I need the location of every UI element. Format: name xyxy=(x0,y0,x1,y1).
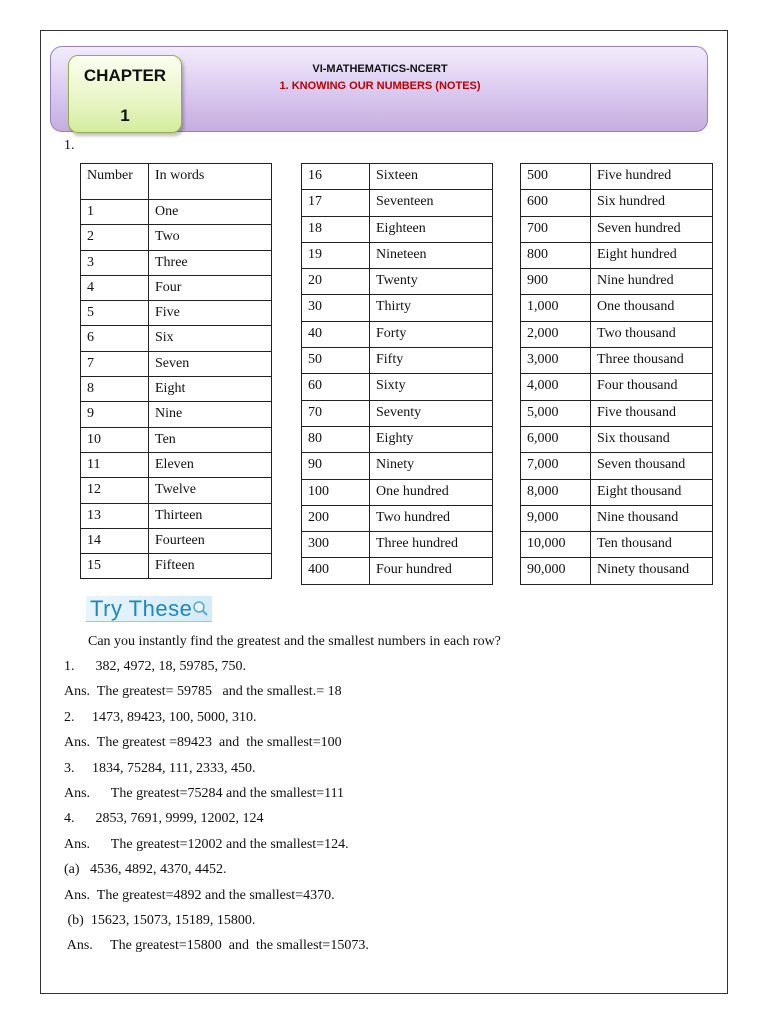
table-row xyxy=(302,321,493,347)
words-cell: Fifteen xyxy=(149,554,272,579)
words-cell: Eight xyxy=(149,377,272,402)
words-cell: Eight hundred xyxy=(591,242,713,268)
words-cell: Seventeen xyxy=(370,190,493,216)
magnifier-icon xyxy=(192,600,210,623)
table-row xyxy=(81,225,272,250)
words-cell: Twenty xyxy=(370,269,493,295)
exercise-answer: Ans. The greatest=12002 and the smallest=124. xyxy=(64,836,349,852)
table-row xyxy=(302,374,493,400)
table-row xyxy=(521,479,713,505)
table-row xyxy=(302,479,493,505)
table-row xyxy=(521,242,713,268)
table-row xyxy=(81,275,272,300)
number-cell: 200 xyxy=(302,505,370,531)
number-cell: 600 xyxy=(521,190,591,216)
words-cell: One hundred xyxy=(370,479,493,505)
exercise-row: 3. 1834, 75284, 111, 2333, 450. xyxy=(64,760,256,776)
table-row xyxy=(521,505,713,531)
table-row xyxy=(302,216,493,242)
words-cell: Sixty xyxy=(370,374,493,400)
exercise-answer: Ans. The greatest=15800 and the smallest=15073. xyxy=(64,938,369,954)
words-cell: Nine thousand xyxy=(591,505,713,531)
table-row xyxy=(302,242,493,268)
words-cell: Two hundred xyxy=(370,505,493,531)
words-cell: Four thousand xyxy=(591,374,713,400)
words-cell: Thirteen xyxy=(149,503,272,528)
number-table-3 xyxy=(520,163,713,585)
number-cell: 17 xyxy=(302,190,370,216)
number-cell: 11 xyxy=(81,452,149,477)
exercise-question: Can you instantly find the greatest and the smallest numbers in each row? xyxy=(88,634,501,649)
table-row xyxy=(302,453,493,479)
table-row xyxy=(302,505,493,531)
table-row xyxy=(81,326,272,351)
chapter-badge xyxy=(68,55,182,133)
number-cell: 6,000 xyxy=(521,426,591,452)
words-cell: Seven xyxy=(149,351,272,376)
table-row xyxy=(521,321,713,347)
exercise-answer: Ans. The greatest= 59785 and the smallest.= 18 xyxy=(64,684,342,700)
number-cell: 15 xyxy=(81,554,149,579)
words-cell: Sixteen xyxy=(370,164,493,190)
words-cell: Forty xyxy=(370,321,493,347)
table-row xyxy=(302,190,493,216)
words-cell: Thirty xyxy=(370,295,493,321)
exercise-answer: Ans. The greatest=4892 and the smallest=4370. xyxy=(64,887,335,903)
number-cell: 1 xyxy=(81,200,149,225)
number-cell: 9 xyxy=(81,402,149,427)
table-row xyxy=(302,269,493,295)
number-cell: 6 xyxy=(81,326,149,351)
words-cell: Four hundred xyxy=(370,558,493,584)
table-row xyxy=(302,164,493,190)
exercise-row: (b) 15623, 15073, 15189, 15800. xyxy=(64,913,256,928)
table-row xyxy=(521,532,713,558)
table-row xyxy=(521,426,713,452)
number-cell: 70 xyxy=(302,400,370,426)
table-row xyxy=(302,348,493,374)
words-cell: Two xyxy=(149,225,272,250)
table-row xyxy=(521,295,713,321)
table-row xyxy=(81,351,272,376)
number-cell: 19 xyxy=(302,242,370,268)
words-cell: Three hundred xyxy=(370,532,493,558)
exercise-answer: Ans. The greatest =89423 and the smallest=100 xyxy=(64,735,342,751)
words-cell: Three thousand xyxy=(591,348,713,374)
words-cell: One xyxy=(149,200,272,225)
words-cell: Six thousand xyxy=(591,426,713,452)
number-cell: 400 xyxy=(302,558,370,584)
number-cell: 90 xyxy=(302,453,370,479)
number-cell: 90,000 xyxy=(521,558,591,584)
number-cell: 20 xyxy=(302,269,370,295)
words-cell: Ninety xyxy=(370,453,493,479)
table-header-row xyxy=(81,164,272,200)
words-cell: Eighty xyxy=(370,426,493,452)
chapter-number: 1 xyxy=(120,106,130,125)
table-row xyxy=(81,301,272,326)
table-row xyxy=(81,452,272,477)
table-row xyxy=(521,558,713,584)
table-row xyxy=(302,426,493,452)
number-cell: 60 xyxy=(302,374,370,400)
number-cell: 14 xyxy=(81,528,149,553)
exercise-row: 1. 382, 4972, 18, 59785, 750. xyxy=(64,659,246,674)
number-cell: 7,000 xyxy=(521,453,591,479)
table-row xyxy=(521,164,713,190)
words-cell: Ninety thousand xyxy=(591,558,713,584)
table-row xyxy=(81,528,272,553)
number-cell: 3 xyxy=(81,250,149,275)
words-cell: Five xyxy=(149,301,272,326)
words-cell: Eight thousand xyxy=(591,479,713,505)
chapter-title: 1. KNOWING OUR NUMBERS (NOTES) xyxy=(279,80,481,92)
number-cell: 2 xyxy=(81,225,149,250)
table-row xyxy=(521,190,713,216)
number-cell: 16 xyxy=(302,164,370,190)
number-cell: 5,000 xyxy=(521,400,591,426)
words-cell: Seventy xyxy=(370,400,493,426)
subject-title: VI-MATHEMATICS-NCERT xyxy=(312,63,448,75)
section-number: 1. xyxy=(64,138,75,153)
number-cell: 10,000 xyxy=(521,532,591,558)
words-cell: One thousand xyxy=(591,295,713,321)
number-cell: 800 xyxy=(521,242,591,268)
number-table-2 xyxy=(301,163,493,585)
words-cell: Fifty xyxy=(370,348,493,374)
table-row xyxy=(81,503,272,528)
table-row xyxy=(81,377,272,402)
try-these-label: Try These xyxy=(90,596,193,621)
words-cell: Five hundred xyxy=(591,164,713,190)
number-cell: 80 xyxy=(302,426,370,452)
number-cell: 100 xyxy=(302,479,370,505)
words-cell: Seven thousand xyxy=(591,453,713,479)
words-cell: Six xyxy=(149,326,272,351)
number-cell: 8 xyxy=(81,377,149,402)
number-cell: 4 xyxy=(81,275,149,300)
table-row xyxy=(81,554,272,579)
words-cell: Nine xyxy=(149,402,272,427)
table-row xyxy=(521,269,713,295)
words-cell: Nineteen xyxy=(370,242,493,268)
table-row xyxy=(302,532,493,558)
header-number: Number xyxy=(81,164,149,200)
number-cell: 5 xyxy=(81,301,149,326)
exercise-answer: Ans. The greatest=75284 and the smallest=111 xyxy=(64,786,345,801)
words-cell: Ten thousand xyxy=(591,532,713,558)
words-cell: Twelve xyxy=(149,478,272,503)
table-row xyxy=(302,400,493,426)
number-cell: 300 xyxy=(302,532,370,558)
table-row xyxy=(302,558,493,584)
number-cell: 12 xyxy=(81,478,149,503)
number-table-1 xyxy=(80,163,272,579)
words-cell: Ten xyxy=(149,427,272,452)
number-cell: 3,000 xyxy=(521,348,591,374)
words-cell: Nine hundred xyxy=(591,269,713,295)
words-cell: Four xyxy=(149,275,272,300)
number-cell: 30 xyxy=(302,295,370,321)
number-cell: 18 xyxy=(302,216,370,242)
table-row xyxy=(81,478,272,503)
number-cell: 500 xyxy=(521,164,591,190)
table-row xyxy=(302,295,493,321)
number-cell: 1,000 xyxy=(521,295,591,321)
try-these-banner xyxy=(86,596,212,622)
table-row xyxy=(521,348,713,374)
table-row xyxy=(521,453,713,479)
number-cell: 8,000 xyxy=(521,479,591,505)
number-cell: 700 xyxy=(521,216,591,242)
words-cell: Three xyxy=(149,250,272,275)
number-cell: 10 xyxy=(81,427,149,452)
table-row xyxy=(521,400,713,426)
exercise-row: 2. 1473, 89423, 100, 5000, 310. xyxy=(64,709,257,725)
words-cell: Seven hundred xyxy=(591,216,713,242)
number-cell: 50 xyxy=(302,348,370,374)
number-cell: 7 xyxy=(81,351,149,376)
table-row xyxy=(81,250,272,275)
table-row xyxy=(521,216,713,242)
number-cell: 9,000 xyxy=(521,505,591,531)
number-cell: 4,000 xyxy=(521,374,591,400)
header-in-words: In words xyxy=(149,164,272,200)
words-cell: Two thousand xyxy=(591,321,713,347)
words-cell: Six hundred xyxy=(591,190,713,216)
words-cell: Five thousand xyxy=(591,400,713,426)
chapter-label: CHAPTER xyxy=(83,66,167,85)
number-cell: 40 xyxy=(302,321,370,347)
table-row xyxy=(521,374,713,400)
words-cell: Fourteen xyxy=(149,528,272,553)
table-row xyxy=(81,200,272,225)
number-cell: 13 xyxy=(81,503,149,528)
exercise-row: 4. 2853, 7691, 9999, 12002, 124 xyxy=(64,811,264,827)
number-cell: 2,000 xyxy=(521,321,591,347)
table-row xyxy=(81,427,272,452)
number-cell: 900 xyxy=(521,269,591,295)
table-row xyxy=(81,402,272,427)
words-cell: Eleven xyxy=(149,452,272,477)
words-cell: Eighteen xyxy=(370,216,493,242)
exercise-row: (a) 4536, 4892, 4370, 4452. xyxy=(64,862,227,878)
